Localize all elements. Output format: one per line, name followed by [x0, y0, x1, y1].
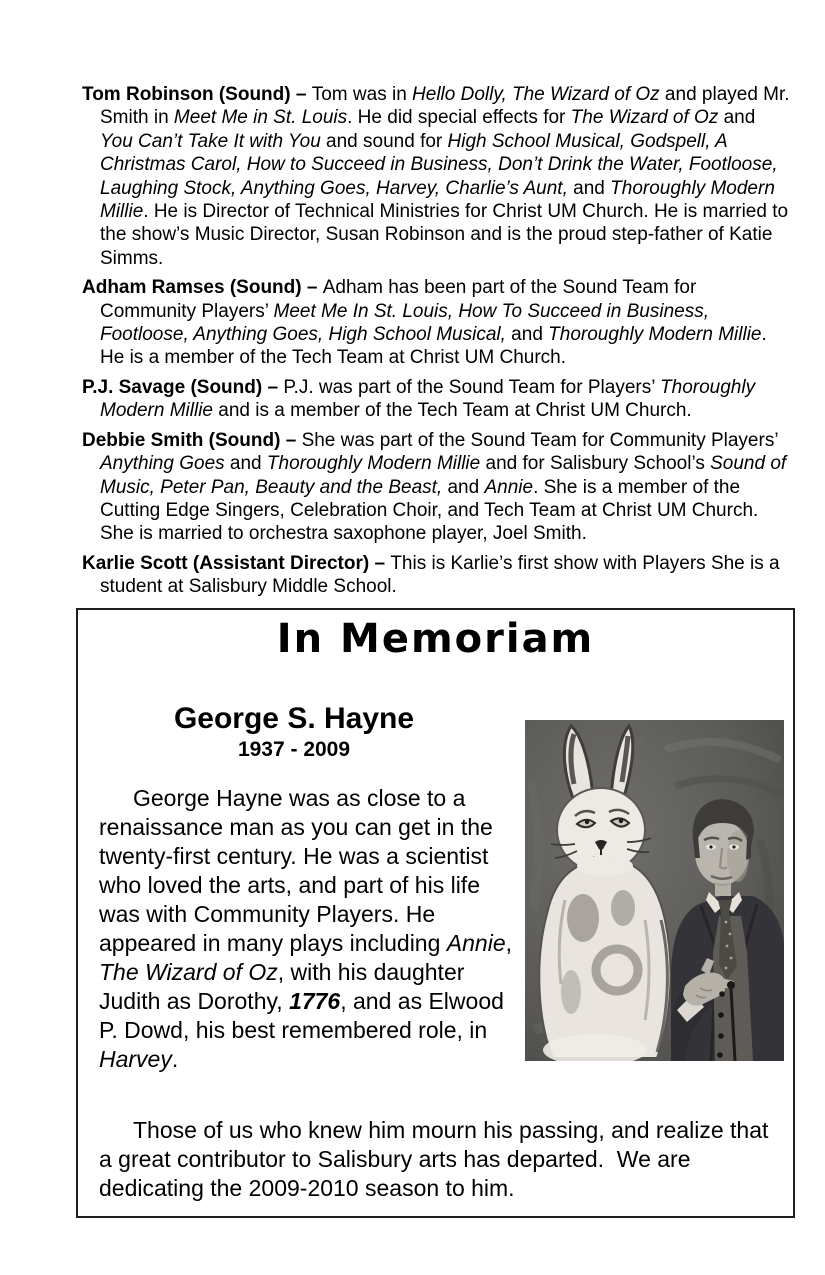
memoriam-body-paragraph: George Hayne was as close to a renaissance man as you can get in the twenty-first century. He was a scientist who loved the arts, and part of his life was with Community Players. He appeared in many plays including Annie, The Wizard of Oz, with his daughter Judith as Dorothy, 1776, and as Elwood P. Dowd, his best remembered role, in Harvey. — [99, 785, 512, 1072]
memoriam-name: George S. Hayne — [173, 702, 415, 735]
memoriam-photo — [525, 720, 784, 1061]
bio-tom-robinson: Tom Robinson (Sound) – Tom was in Hello Dolly, The Wizard of Oz and played Mr. Smith in Meet Me in St. Louis. He did special effects for The Wizard of Oz and You Can’t Take It with You and sound for High School Musical, Godspell, A Christmas Carol, How to Succeed in Business, Don’t Drink the Water, Footloose, Laughing Stock, Anything Goes, Harvey, Charlie’s Aunt, and Thoroughly Modern Millie. He is Director of Technical Ministries for Christ UM Church. He is married to the show’s Music Director, Susan Robinson and is the proud step-father of Katie Simms. — [82, 84, 790, 269]
harvey-painting-graphic — [525, 720, 784, 1061]
memoriam-closing-paragraph: Those of us who knew him mourn his passing, and realize that a great contributor to Salisbury arts has departed. We are dedicating the 2009-2010 season to him. — [99, 1117, 769, 1201]
memoriam-title: In Memoriam — [276, 616, 595, 662]
memoriam-years: 1937 - 2009 — [237, 738, 351, 761]
bio-karlie-scott: Karlie Scott (Assistant Director) – This is Karlie’s first show with Players She is a student at Salisbury Middle School. — [82, 552, 780, 598]
bios-section — [82, 83, 790, 605]
bio-pj-savage: P.J. Savage (Sound) – P.J. was part of the Sound Team for Players’ Thoroughly Modern Millie and is a member of the Tech Team at Christ UM Church. — [82, 376, 756, 422]
bio-adham-ramses: Adham Ramses (Sound) – Adham has been part of the Sound Team for Community Players’ Meet Me In St. Louis, How To Succeed in Business, Footloose, Anything Goes, High School Musical, and Thoroughly Modern Millie. He is a member of the Tech Team at Christ UM Church. — [82, 277, 767, 369]
memoriam-name-block — [78, 702, 510, 762]
in-memoriam-box — [76, 608, 795, 1218]
bio-debbie-smith: Debbie Smith (Sound) – She was part of the Sound Team for Community Players’ Anything Goes and Thoroughly Modern Millie and for Salisbury School’s Sound of Music, Peter Pan, Beauty and the Beast, and Annie. She is a member of the Cutting Edge Singers, Celebration Choir, and Tech Team at Christ UM Church. She is married to orchestra saxophone player, Joel Smith. — [82, 429, 787, 545]
